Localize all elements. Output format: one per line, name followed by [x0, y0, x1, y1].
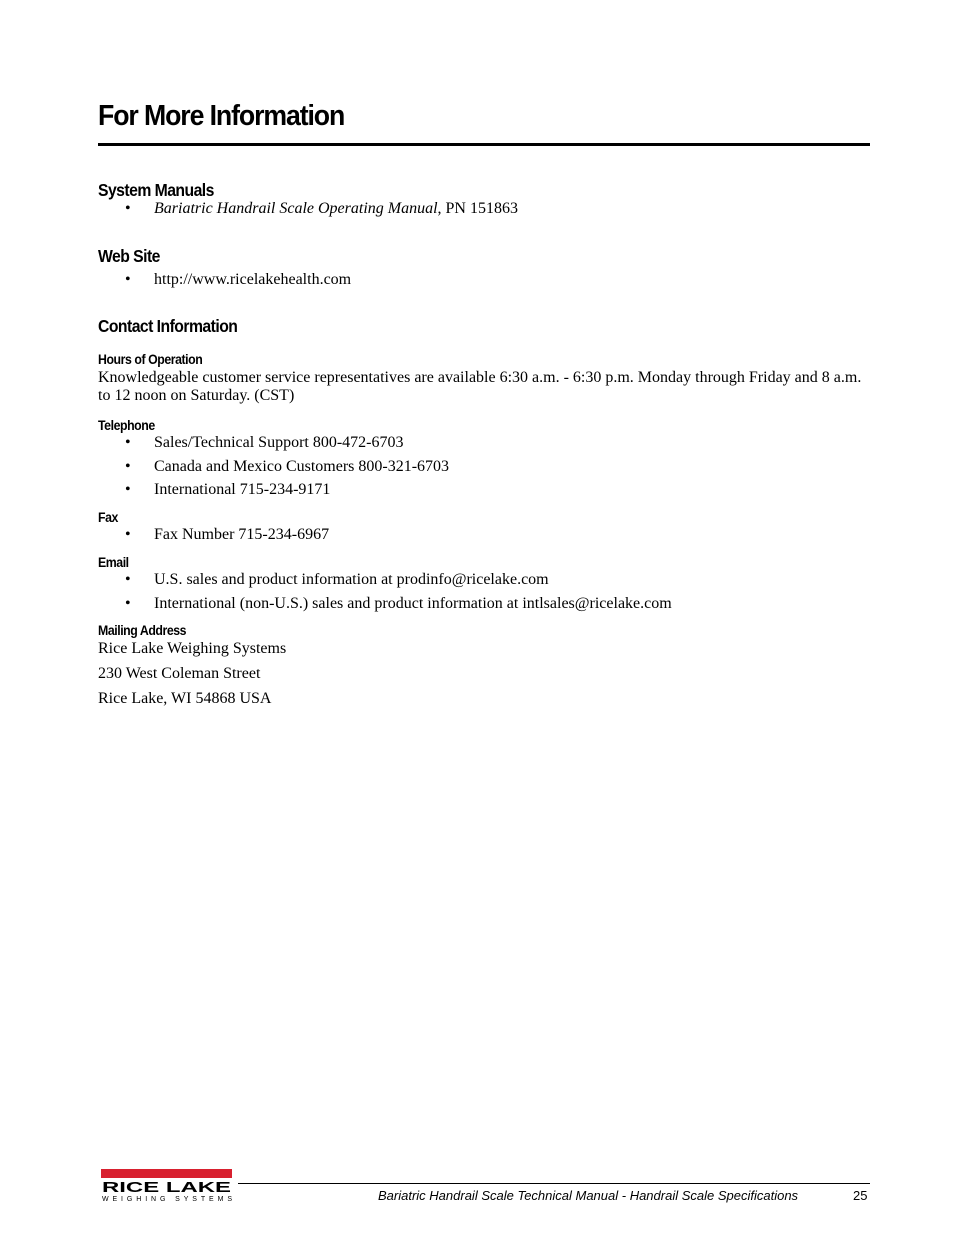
heading-system-manuals: System Manuals: [98, 180, 214, 200]
bullet-glyph: •: [125, 271, 131, 288]
email-item: U.S. sales and product information at prodinfo@ricelake.com: [154, 571, 549, 588]
bullet-glyph: •: [125, 481, 131, 498]
bullet-glyph: •: [125, 200, 131, 217]
telephone-item: International 715-234-9171: [154, 481, 331, 498]
page-number: 25: [853, 1188, 868, 1203]
manual-title: Bariatric Handrail Scale Operating Manual: [154, 200, 438, 217]
footer-divider: [238, 1183, 870, 1184]
heading-web-site: Web Site: [98, 246, 160, 266]
heading-mailing-address: Mailing Address: [98, 622, 187, 638]
web-site-link[interactable]: http://www.ricelakehealth.com: [154, 271, 352, 288]
manual-item: [154, 200, 518, 218]
bullet-glyph: •: [125, 595, 131, 612]
mailing-line: Rice Lake Weighing Systems: [98, 640, 287, 657]
fax-item: Fax Number 715-234-6967: [154, 526, 330, 543]
bullet-glyph: •: [125, 458, 131, 475]
bullet-glyph: •: [125, 434, 131, 451]
title-divider: [98, 143, 870, 146]
manual-pn: , PN 151863: [437, 200, 518, 217]
telephone-item: Canada and Mexico Customers 800-321-6703: [154, 458, 450, 475]
logo-tagline: WEIGHING SYSTEMS: [102, 1196, 232, 1203]
footer-title: Bariatric Handrail Scale Technical Manual - Handrail Scale Specifications: [378, 1188, 799, 1203]
heading-contact-information: Contact Information: [98, 316, 238, 336]
logo-wordmark: RICE LAKE: [102, 1180, 232, 1196]
heading-telephone: Telephone: [98, 417, 155, 433]
mailing-line: Rice Lake, WI 54868 USA: [98, 690, 272, 707]
email-item: International (non-U.S.) sales and product information at intlsales@ricelake.com: [154, 595, 672, 612]
bullet-glyph: •: [125, 571, 131, 588]
hours-text: Knowledgeable customer service representatives are available 6:30 a.m. - 6:30 p.m. Monday through Friday and 8 a.m. to 12 noon on Saturday. (CST): [98, 369, 862, 404]
heading-fax: Fax: [98, 509, 118, 525]
mailing-line: 230 West Coleman Street: [98, 665, 261, 682]
heading-email: Email: [98, 554, 129, 570]
heading-hours-of-operation: Hours of Operation: [98, 351, 203, 367]
page-title: For More Information: [98, 100, 345, 132]
rice-lake-logo: [101, 1169, 234, 1203]
telephone-item: Sales/Technical Support 800-472-6703: [154, 434, 404, 451]
bullet-glyph: •: [125, 526, 131, 543]
logo-red-bar: [101, 1169, 232, 1178]
